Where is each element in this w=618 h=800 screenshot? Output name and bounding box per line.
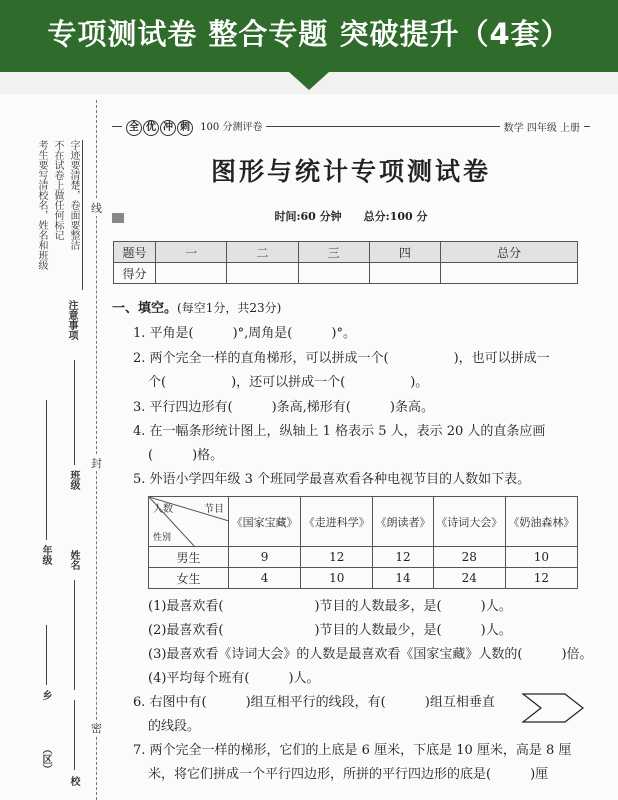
arrow-shape-figure: [521, 690, 587, 726]
brand-badge: [122, 118, 266, 136]
question-5-3: (3)最喜欢看《诗词大会》的人数是最喜欢看《国家宝藏》人数的( )倍。: [148, 647, 593, 662]
field-grade-line: [46, 400, 47, 540]
question-6-line-1: 6. 右图中有( )组互相平行的线段，有( )组互相垂直: [133, 695, 495, 710]
score-col-4: 四: [369, 242, 440, 263]
grade-label: 数学 四年级 上册: [500, 119, 584, 134]
question-2-line-1: 2. 两个完全一样的直角梯形，可以拼成一个( )，也可以拼成一: [133, 351, 550, 366]
program-header: 《诗词大会》: [433, 497, 505, 547]
field-district-label: （区）: [40, 744, 51, 774]
seal-char-line: 线: [91, 202, 102, 215]
table-cell: 10: [505, 547, 577, 568]
question-2-line-2: 个( )，还可以拼成一个( )。: [148, 375, 429, 390]
row-label-boys: 男生: [149, 547, 229, 568]
score-col-3: 三: [298, 242, 369, 263]
notice-line-2: 不在试卷上做任何标记: [52, 140, 63, 240]
banner-title: 专项测试卷 整合专题 突破提升（4套）: [47, 17, 571, 51]
question-1: 1. 平角是( )°,周角是( )°。: [133, 326, 356, 341]
table-cell: 9: [229, 547, 301, 568]
survey-table: [148, 496, 578, 589]
score-table: [113, 241, 578, 284]
score-col-2: 二: [227, 242, 298, 263]
program-header: 《奶油森林》: [505, 497, 577, 547]
score-cell-total[interactable]: [441, 263, 578, 284]
question-5-2: (2)最喜欢看( )节目的人数最少，是( )人。: [148, 623, 512, 638]
time-label: 时间:60 分钟: [274, 210, 342, 223]
seal-char-seal: 封: [91, 457, 102, 470]
field-class-label: 班级: [68, 470, 79, 490]
table-cell: 12: [301, 547, 373, 568]
table-row: [149, 547, 578, 568]
table-cell: 12: [505, 568, 577, 589]
corner-label-gender: 性别: [153, 533, 172, 543]
question-7-line-2: 米，将它们拼成一个平行四边形，所拼的平行四边形的底是( )厘: [148, 767, 549, 782]
section-1-heading: [112, 299, 281, 318]
brand-char: 全: [126, 120, 142, 136]
banner-arrow: [289, 72, 329, 90]
score-cell[interactable]: [156, 263, 227, 284]
time-and-total: [112, 208, 590, 224]
brand-char: 冲: [160, 120, 176, 136]
table-cell: 24: [433, 568, 505, 589]
brand-row: [112, 118, 590, 134]
field-town-label: 乡: [40, 690, 51, 700]
field-grade-label: 年级: [40, 545, 51, 565]
table-cell: 10: [301, 568, 373, 589]
brand-char: 优: [143, 120, 159, 136]
question-5-4: (4)平均每个班有( )人。: [148, 671, 320, 686]
brand-subtitle: 100 分测评卷: [200, 122, 263, 133]
notice-divider: [82, 140, 83, 290]
score-cell[interactable]: [227, 263, 298, 284]
question-6-line-2: 的线段。: [148, 719, 201, 734]
table-cell: 28: [433, 547, 505, 568]
score-cell[interactable]: [298, 263, 369, 284]
field-name-line: [74, 580, 75, 690]
brand-char: 刺: [177, 120, 193, 136]
row-label-girls: 女生: [149, 568, 229, 589]
section-1-title: 一、填空。: [112, 301, 178, 316]
score-cell[interactable]: [369, 263, 440, 284]
field-school-line: [74, 700, 75, 770]
table-cell: 12: [373, 547, 433, 568]
notice-line-1: 考生要写清校名，姓名和班级: [36, 140, 47, 270]
corner-label-count: 人数: [153, 504, 173, 515]
section-1-note: (每空1分，共23分): [177, 301, 282, 315]
table-row: [149, 568, 578, 589]
score-row-label: 得分: [114, 263, 156, 284]
page-title: 图形与统计专项测试卷: [210, 157, 491, 186]
table-cell: 14: [373, 568, 433, 589]
field-name-label: 姓名: [68, 550, 79, 570]
program-header: 《走进科学》: [301, 497, 373, 547]
question-5: 5. 外语小学四年级 3 个班同学最喜欢看各种电视节目的人数如下表。: [133, 472, 531, 487]
program-header: 《朗读者》: [373, 497, 433, 547]
notice-title: 注意事项: [66, 300, 77, 340]
notice-line-3: 字迹要清楚，卷面要整洁: [68, 140, 79, 250]
field-school-label: 校: [68, 776, 79, 786]
corner-label-program: 节目: [204, 504, 224, 515]
score-col-total: 总分: [441, 242, 578, 263]
top-banner: [0, 0, 618, 72]
seal-char-secret: 密: [91, 722, 102, 735]
question-5-1: (1)最喜欢看( )节目的人数最多，是( )人。: [148, 599, 512, 614]
survey-corner-cell: [149, 497, 229, 547]
field-town-line: [46, 625, 47, 685]
question-4-line-1: 4. 在一幅条形统计图上，纵轴上 1 格表示 5 人，表示 20 人的直条应画: [133, 424, 546, 439]
field-class-line: [74, 360, 75, 465]
score-col-1: 一: [156, 242, 227, 263]
question-3: 3. 平行四边形有( )条高,梯形有( )条高。: [133, 400, 434, 415]
table-cell: 4: [229, 568, 301, 589]
question-4-line-2: ( )格。: [148, 448, 224, 463]
total-label: 总分:100 分: [363, 210, 428, 223]
program-header: 《国家宝藏》: [229, 497, 301, 547]
score-header-label: 题号: [114, 242, 156, 263]
question-7-line-1: 7. 两个完全一样的梯形，它们的上底是 6 厘米，下底是 10 厘米，高是 8 厘: [133, 743, 572, 758]
